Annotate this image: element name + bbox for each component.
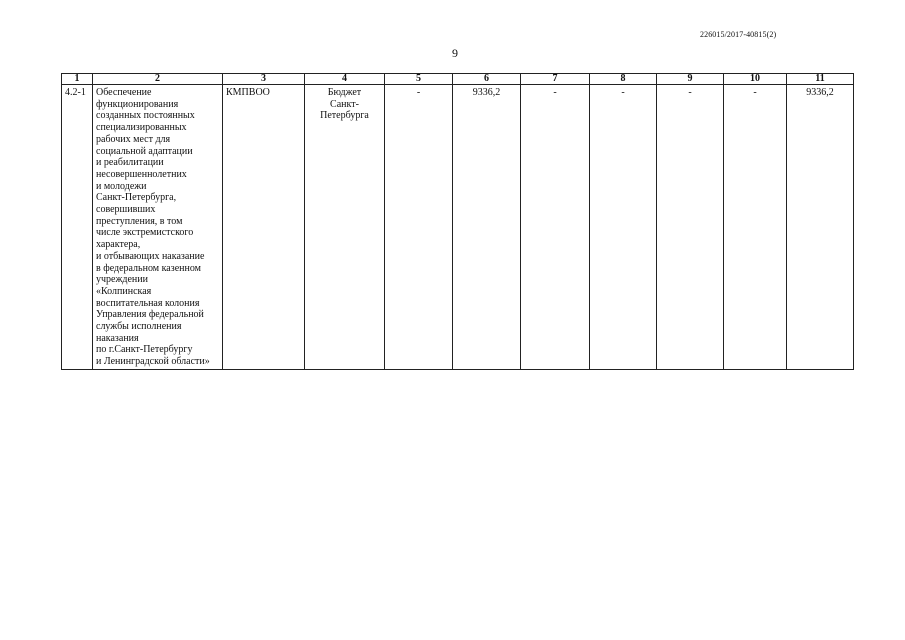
description-line: созданных постоянных bbox=[96, 110, 195, 122]
column-header-8: 8 bbox=[590, 74, 657, 85]
document-id: 226015/2017-40815(2) bbox=[700, 30, 777, 39]
column-11-cell: 9336,2 bbox=[787, 85, 854, 370]
column-header-7: 7 bbox=[521, 74, 590, 85]
column-header-1: 1 bbox=[62, 74, 93, 85]
funding-source-line: Бюджет bbox=[327, 87, 362, 98]
description-line: по г.Санкт-Петербургу bbox=[96, 344, 193, 356]
description-line: функционирования bbox=[96, 98, 179, 110]
description-line: воспитательная колония bbox=[96, 297, 200, 309]
description-line: несовершеннолетних bbox=[96, 168, 187, 180]
funding-source-line: Петербурга bbox=[320, 110, 369, 122]
column-7-cell: - bbox=[521, 85, 590, 370]
column-5-cell: - bbox=[385, 85, 453, 370]
description-line: характера, bbox=[96, 239, 141, 251]
column-10-cell: - bbox=[724, 85, 787, 370]
description-line: социальной адаптации bbox=[96, 145, 193, 157]
column-8-cell: - bbox=[590, 85, 657, 370]
budget-table bbox=[61, 73, 854, 370]
description-line: специализированных bbox=[96, 122, 187, 134]
funding-source-cell bbox=[305, 85, 385, 370]
column-header-10: 10 bbox=[724, 74, 787, 85]
description-line: наказания bbox=[96, 332, 139, 344]
column-header-4: 4 bbox=[305, 74, 385, 85]
row-number-cell: 4.2-1 bbox=[62, 85, 93, 370]
column-header-11: 11 bbox=[787, 74, 854, 85]
column-header-2: 2 bbox=[93, 74, 223, 85]
description-line: рабочих мест для bbox=[96, 133, 171, 145]
funding-source-line: Санкт- bbox=[330, 98, 359, 110]
description-line: и отбывающих наказание bbox=[96, 250, 205, 262]
table-header-row bbox=[62, 74, 854, 85]
executor-cell: КМПВОО bbox=[223, 85, 305, 370]
description-line: Обеспечение bbox=[96, 87, 152, 98]
column-header-5: 5 bbox=[385, 74, 453, 85]
description-line: в федеральном казенном bbox=[96, 262, 201, 274]
column-header-3: 3 bbox=[223, 74, 305, 85]
description-line: Санкт-Петербурга, bbox=[96, 192, 177, 204]
description-cell bbox=[93, 85, 223, 370]
description-line: числе экстремистского bbox=[96, 227, 194, 239]
description-line: службы исполнения bbox=[96, 321, 182, 333]
description-line: совершивших bbox=[96, 204, 156, 216]
description-line: преступления, в том bbox=[96, 215, 183, 227]
table-row bbox=[62, 85, 854, 370]
description-line: «Колпинская bbox=[96, 285, 152, 297]
description-line: учреждении bbox=[96, 274, 148, 286]
column-6-cell: 9336,2 bbox=[453, 85, 521, 370]
column-9-cell: - bbox=[657, 85, 724, 370]
description-line: и реабилитации bbox=[96, 157, 164, 169]
description-line: и Ленинградской области» bbox=[96, 356, 210, 368]
page-number: 9 bbox=[452, 46, 458, 60]
description-line: и молодежи bbox=[96, 180, 147, 192]
column-header-6: 6 bbox=[453, 74, 521, 85]
description-line: Управления федеральной bbox=[96, 309, 204, 321]
column-header-9: 9 bbox=[657, 74, 724, 85]
